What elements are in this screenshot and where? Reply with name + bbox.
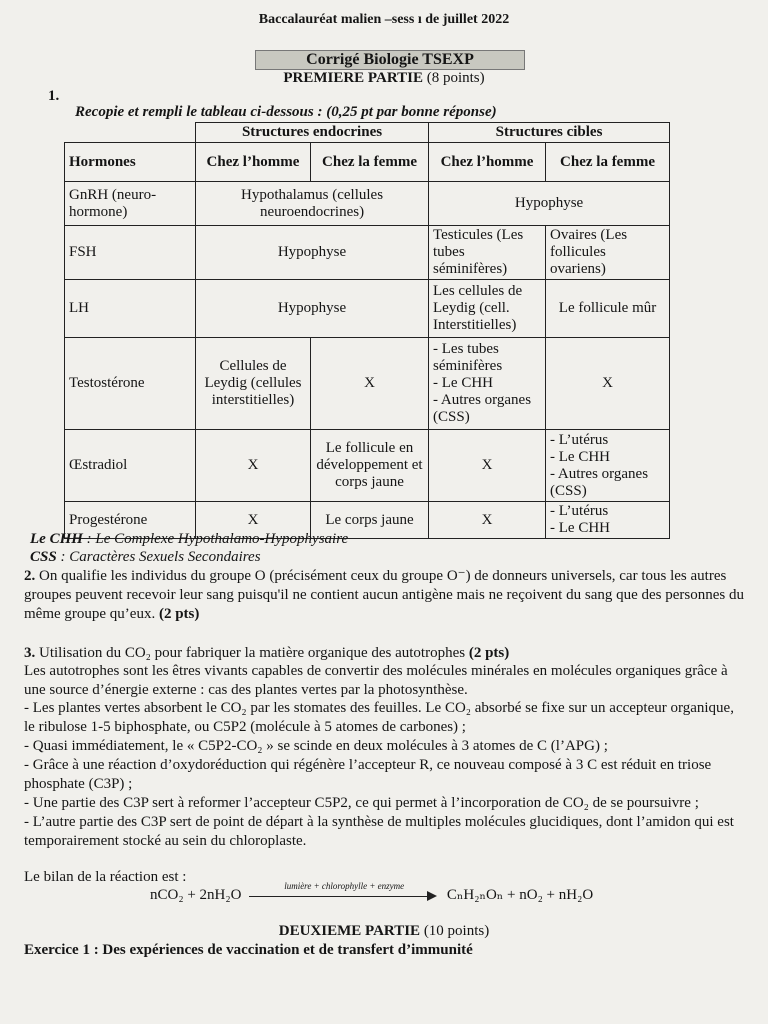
target-man-cell: Les cellules de Leydig (cell. Interstitielles) xyxy=(429,280,546,338)
endocrine-cell: Hypothalamus (cellules neuroendocrines) xyxy=(196,182,429,226)
target-woman-cell: Ovaires (Les follicules ovariens) xyxy=(546,226,670,280)
note-chh xyxy=(30,530,348,549)
header-target: Structures cibles xyxy=(429,123,670,143)
target-man-cell xyxy=(429,338,546,430)
table-header-row xyxy=(65,123,670,143)
endocrine-man-cell: X xyxy=(196,430,311,502)
header-target-man: Chez l’homme xyxy=(429,143,546,182)
endocrine-cell: Hypophyse xyxy=(196,280,429,338)
note-chh-text: : Le Complexe Hypothalamo-Hypophysaire xyxy=(82,531,349,547)
list-item: - Les tubes séminifères xyxy=(433,341,503,374)
target-man-cell: X xyxy=(429,502,546,539)
hormone-name: LH xyxy=(65,280,196,338)
document-header: Baccalauréat malien –sess ı de juillet 2022 xyxy=(258,12,510,27)
note-css-abbr: CSS xyxy=(30,549,57,565)
hormone-name: Œstradiol xyxy=(65,430,196,502)
list-item: - L’utérus xyxy=(550,503,609,519)
header-endocrine-woman: Chez la femme xyxy=(311,143,429,182)
bilan-label: Le bilan de la réaction est : xyxy=(24,869,187,885)
endocrine-woman-cell: Le corps jaune xyxy=(311,502,429,539)
exercise1-title: Exercice 1 : Des expériences de vaccination et de transfert d’immunité xyxy=(24,942,473,958)
list-item: - Grâce à une réaction d’oxydoréduction qui régénère l’accepteur R, ce nouveau composé à 3 C est réduit en triose phosphate (C3P) ; xyxy=(24,757,712,792)
header-target-woman: Chez la femme xyxy=(546,143,670,182)
table-row xyxy=(65,226,670,280)
target-man-cell: X xyxy=(429,430,546,502)
list-item: - Autres organes (CSS) xyxy=(550,465,649,499)
question3-number: 3. xyxy=(24,645,36,661)
hormone-name: FSH xyxy=(65,226,196,280)
question3-intro: Les autotrophes sont les êtres vivants capables de convertir des molécules minérales en molécules organiques grâce à une source d’énergie externe : cas des plantes vertes par la photosynthèse. xyxy=(24,663,728,698)
endocrine-woman-cell: X xyxy=(311,338,429,430)
table-row xyxy=(65,182,670,226)
question2-text: On qualifie les individus du groupe O (précisément ceux du groupe O⁻) de donneurs universels, car tous les autres groupes peuvent recevoir leur sang puisqu'il ne contient aucun antigène mais ne reçoivent du sang que des personnes du même groupe qu’eux. xyxy=(24,568,744,622)
part2-points: (10 points) xyxy=(423,923,490,939)
target-woman-cell: Le follicule mûr xyxy=(546,280,670,338)
hormone-name: GnRH (neuro-hormone) xyxy=(65,182,196,226)
list-item: - Quasi immédiatement, le « C5P2-CO₂ » se scinde en deux molécules à 3 atomes de C (l’APG) ; xyxy=(24,738,608,754)
part2-label: DEUXIEME PARTIE xyxy=(278,923,421,939)
target-cell: Hypophyse xyxy=(429,182,670,226)
target-woman-cell: X xyxy=(546,338,670,430)
list-item: - Le CHH xyxy=(550,448,611,465)
table-subheader-row xyxy=(65,143,670,182)
list-item: - Une partie des C3P sert à reformer l’accepteur C5P2, ce qui permet à l’incorporation de CO₂ de se poursuivre ; xyxy=(24,795,699,811)
part1-points: (8 points) xyxy=(426,70,485,86)
list-item: - Autres organes (CSS) xyxy=(433,392,532,425)
header-hormones: Hormones xyxy=(65,143,196,182)
part1-heading xyxy=(0,70,768,87)
question1-number: 1. xyxy=(48,88,60,104)
table-row xyxy=(65,430,670,502)
part1-label: PREMIERE PARTIE xyxy=(283,70,423,86)
header-endocrine-man: Chez l’homme xyxy=(196,143,311,182)
question3-title: Utilisation du CO₂ pour fabriquer la matière organique des autotrophes xyxy=(35,645,469,661)
hormone-name: Testostérone xyxy=(65,338,196,430)
note-chh-abbr: Le CHH xyxy=(30,531,83,547)
hormones-table xyxy=(64,122,670,539)
endocrine-cell: Hypophyse xyxy=(196,226,429,280)
note-css-text: : Caractères Sexuels Secondaires xyxy=(56,549,261,565)
table-row xyxy=(65,280,670,338)
list-item: - Le CHH xyxy=(433,375,494,391)
target-man-cell: Testicules (Les tubes séminifères) xyxy=(429,226,546,280)
question2-points: (2 pts) xyxy=(158,606,200,622)
table-row xyxy=(65,338,670,430)
question3-heading xyxy=(24,644,744,663)
question3-bullets xyxy=(24,699,744,851)
photosynthesis-equation xyxy=(150,880,594,905)
part2-heading xyxy=(0,923,768,940)
question3-points: (2 pts) xyxy=(468,645,510,661)
question1-instruction: Recopie et rempli le tableau ci-dessous : (0,25 pt par bonne réponse) xyxy=(75,104,497,120)
list-item: - Le CHH xyxy=(550,520,611,536)
question2 xyxy=(24,567,744,624)
target-woman-cell xyxy=(546,502,670,539)
reaction-arrow-icon xyxy=(249,880,439,905)
list-item: - L’utérus xyxy=(550,431,609,448)
equation-right: CₙH₂ₙOₙ + nO₂ + nH₂O xyxy=(446,887,594,903)
equation-left: nCO₂ + 2nH₂O xyxy=(150,887,242,903)
list-item: - Les plantes vertes absorbent le CO₂ par les stomates des feuilles. Le CO₂ absorbé se fixe sur un accepteur organique, le ribulose 1-5 biphosphate, ou C5P2 (molécule à 5 atomes de carbones) ; xyxy=(24,700,734,735)
header-endocrine: Structures endocrines xyxy=(196,123,429,143)
hormone-name: Progestérone xyxy=(65,502,196,539)
target-woman-cell xyxy=(546,430,670,502)
note-css xyxy=(30,548,261,567)
endocrine-man-cell: X xyxy=(196,502,311,539)
table-corner-cell xyxy=(65,123,196,143)
reaction-condition: lumière + chlorophylle + enzyme xyxy=(284,880,405,891)
endocrine-man-cell: Cellules de Leydig (cellules interstitielles) xyxy=(196,338,311,430)
document-title: Corrigé Biologie TSEXP xyxy=(255,50,525,70)
question2-number: 2. xyxy=(24,568,36,584)
endocrine-woman-cell: Le follicule en développement et corps jaune xyxy=(311,430,429,502)
list-item: - L’autre partie des C3P sert de point de départ à la synthèse de multiples molécules glucidiques, dont l’amidon qui est temporairement stocké au sein du chloroplaste. xyxy=(24,814,734,849)
